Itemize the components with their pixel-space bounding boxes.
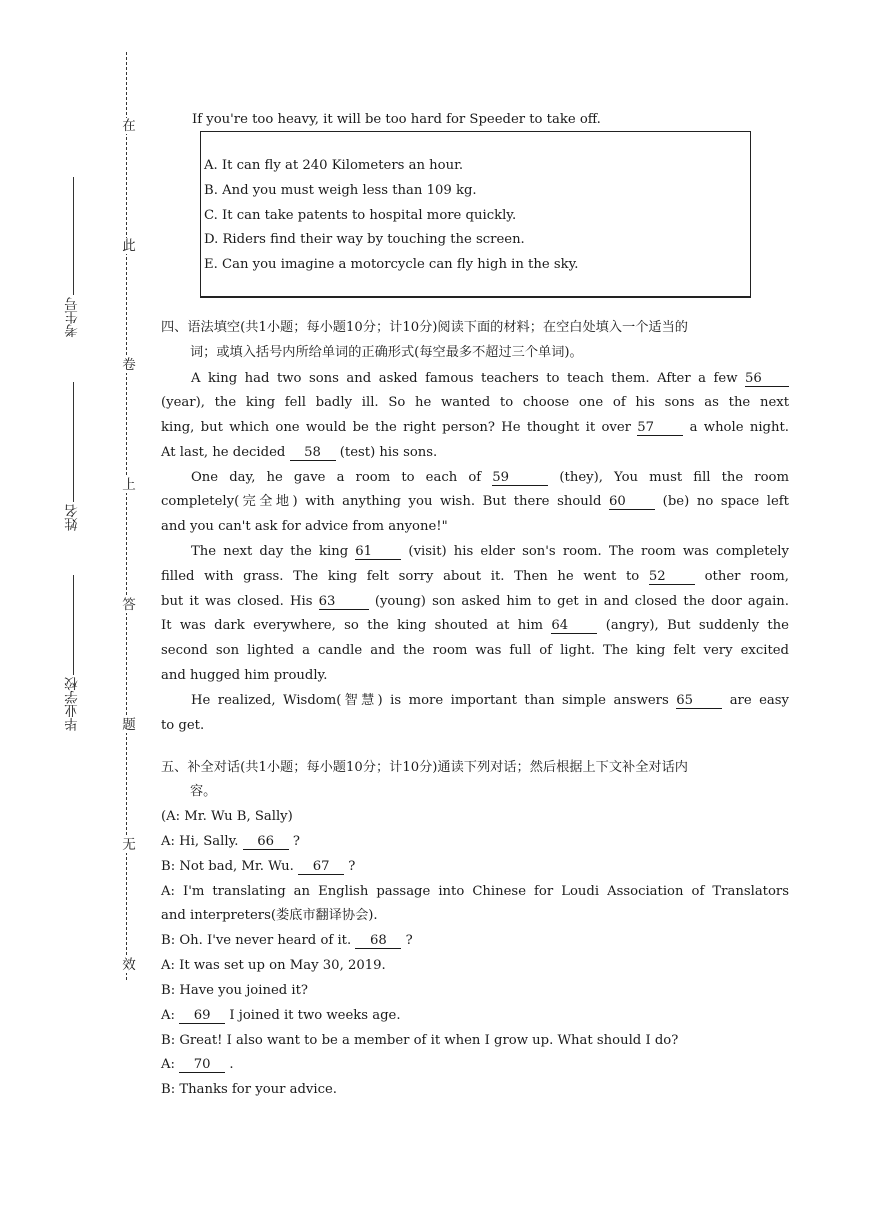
option-e: E. Can you imagine a motorcycle can fly high in the sky. <box>204 257 579 272</box>
section4-heading: 四、语法填空(共1小题；每小题10分；计10分)阅读下面的材料；在空白处填入一个适当的 <box>161 320 688 335</box>
dialogue-line: B: Not bad, Mr. Wu. 67 ? <box>161 859 356 874</box>
passage-last-line: If you're too heavy, it will be too hard for Speeder to take off. <box>192 112 601 127</box>
dialogue-line: B: Thanks for your advice. <box>161 1082 337 1097</box>
passage-line: and you can't ask for advice from anyone!" <box>161 519 448 534</box>
blank-63[interactable]: 63 <box>319 594 369 610</box>
school-line <box>73 575 74 675</box>
passage-line: The next day the king 61 (visit) his elder son's room. The room was completely <box>191 544 789 559</box>
school-field <box>58 575 88 731</box>
passage-line: At last, he decided 58 (test) his sons. <box>161 445 438 460</box>
seal-char: 上 <box>122 477 136 493</box>
blank-70[interactable]: 70 <box>179 1057 225 1073</box>
passage-line: (year), the king fell badly ill. So he wanted to choose one of his sons as the next <box>161 395 789 410</box>
option-a: A. It can fly at 240 Kilometers an hour. <box>204 158 464 173</box>
seal-char: 此 <box>122 238 136 254</box>
blank-58[interactable]: 58 <box>290 445 336 461</box>
section5-heading-cont: 容。 <box>190 784 217 799</box>
name-label: 姓名 <box>65 504 81 531</box>
name-field <box>58 382 88 531</box>
seal-char: 卷 <box>122 357 136 373</box>
passage-line: king, but which one would be the right person? He thought it over 57 a whole night. <box>161 420 789 435</box>
dialogue-line: A: 70 . <box>161 1057 234 1072</box>
school-label: 毕业学校 <box>65 677 81 731</box>
passage-line: filled with grass. The king felt sorry about it. Then he went to 52 other room, <box>161 569 789 584</box>
blank-62[interactable]: 52 <box>649 569 695 585</box>
passage-line: second son lighted a candle and the room was full of light. The king felt very excited <box>161 643 789 658</box>
section5-heading: 五、补全对话(共1小题；每小题10分；计10分)通读下列对话；然后根据上下文补全对话内 <box>161 760 688 775</box>
blank-65[interactable]: 65 <box>676 693 722 709</box>
passage-line: and hugged him proudly. <box>161 668 328 683</box>
dialogue-line: A: 69 I joined it two weeks age. <box>161 1008 401 1023</box>
dialogue-line: B: Oh. I've never heard of it. 68 ? <box>161 933 413 948</box>
blank-68[interactable]: 68 <box>355 933 401 949</box>
passage-line: A king had two sons and asked famous teachers to teach them. After a few 56 <box>191 370 789 388</box>
blank-61[interactable]: 61 <box>355 544 401 560</box>
seal-char: 题 <box>122 717 136 733</box>
blank-59[interactable]: 59 <box>492 470 548 486</box>
seal-char: 无 <box>122 837 136 853</box>
blank-67[interactable]: 67 <box>298 859 344 875</box>
passage-line: It was dark everywhere, so the king shouted at him 64 (angry), But suddenly the <box>161 618 789 633</box>
blank-56[interactable]: 56 <box>745 371 789 387</box>
dialogue-roles: (A: Mr. Wu B, Sally) <box>161 809 293 824</box>
option-d: D. Riders find their way by touching the screen. <box>204 232 525 247</box>
dialogue-line: B: Great! I also want to be a member of it when I grow up. What should I do? <box>161 1033 679 1048</box>
dialogue-line: A: I'm translating an English passage into Chinese for Loudi Association of Translators <box>161 884 789 899</box>
dialogue-line: A: Hi, Sally. 66 ? <box>161 834 300 849</box>
blank-66[interactable]: 66 <box>243 834 289 850</box>
passage-line: completely(完全地) with anything you wish. But there should 60 (be) no space left <box>161 494 789 509</box>
dialogue-line: B: Have you joined it? <box>161 983 308 998</box>
blank-69[interactable]: 69 <box>179 1008 225 1024</box>
exam-number-line <box>73 177 74 295</box>
blank-57[interactable]: 57 <box>637 420 683 436</box>
exam-number-field <box>58 177 88 338</box>
section4-heading-cont: 词；或填入括号内所给单词的正确形式(每空最多不超过三个单词)。 <box>190 345 583 360</box>
passage-line: One day, he gave a room to each of 59 (they), You must fill the room <box>191 470 789 485</box>
seal-char: 效 <box>122 957 136 973</box>
seal-char: 在 <box>122 118 136 134</box>
option-b: B. And you must weigh less than 109 kg. <box>204 183 477 198</box>
option-c: C. It can take patents to hospital more quickly. <box>204 208 517 223</box>
exam-number-label: 考生号 <box>65 297 81 338</box>
passage-line: to get. <box>161 718 205 733</box>
passage-line: He realized, Wisdom(智慧) is more important than simple answers 65 are easy <box>191 693 790 708</box>
passage-line: but it was closed. His 63 (young) son asked him to get in and closed the door again. <box>161 594 789 609</box>
seal-char: 答 <box>122 597 136 613</box>
name-line <box>73 382 74 502</box>
blank-60[interactable]: 60 <box>609 494 655 510</box>
dialogue-line: and interpreters(娄底市翻译协会). <box>161 908 378 923</box>
blank-64[interactable]: 64 <box>551 618 597 634</box>
dialogue-line: A: It was set up on May 30, 2019. <box>161 958 386 973</box>
